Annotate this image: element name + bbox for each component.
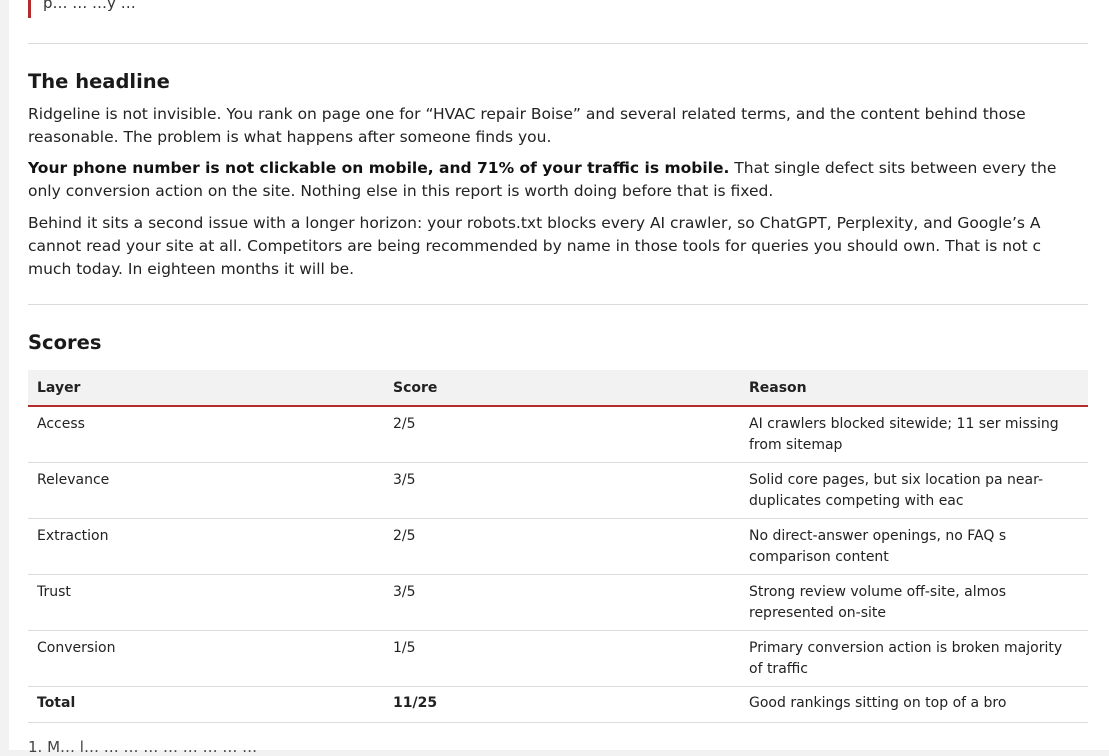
section-divider bbox=[28, 43, 1088, 44]
headline-paragraph-1: Ridgeline is not invisible. You rank on page one for “HVAC repair Boise” and several related terms, and the content behind those reasonable. The problem is what happens after someone finds you. bbox=[28, 105, 1026, 146]
headline-paragraph-2 bbox=[28, 157, 1088, 203]
layer-cell: Relevance bbox=[28, 462, 384, 518]
section-divider bbox=[28, 304, 1088, 305]
report-page bbox=[9, 0, 1109, 756]
total-label-cell: Total bbox=[28, 686, 384, 722]
layer-cell: Conversion bbox=[28, 630, 384, 686]
table-row bbox=[28, 406, 1088, 462]
table-row bbox=[28, 630, 1088, 686]
table-row bbox=[28, 518, 1088, 574]
scores-heading: Scores bbox=[28, 331, 102, 354]
headline-heading: The headline bbox=[28, 70, 170, 93]
column-header-reason: Reason bbox=[740, 370, 1088, 406]
reason-cell: Solid core pages, but six location pa near-duplicates competing with eac bbox=[740, 462, 1088, 518]
table-row bbox=[28, 462, 1088, 518]
layer-cell: Access bbox=[28, 406, 384, 462]
score-cell: 2/5 bbox=[384, 518, 740, 574]
score-cell: 3/5 bbox=[384, 462, 740, 518]
blockquote-text: p… … …y … bbox=[43, 0, 136, 12]
reason-cell: Primary conversion action is broken majority of traffic bbox=[740, 630, 1088, 686]
layer-cell: Extraction bbox=[28, 518, 384, 574]
layer-cell: Trust bbox=[28, 574, 384, 630]
reason-cell: AI crawlers blocked sitewide; 11 ser missing from sitemap bbox=[740, 406, 1088, 462]
key-finding-rest: That single defect sits between every the only conversion action on the site. Nothing else in this report is worth doing before that is fixed. bbox=[28, 159, 1057, 200]
column-header-score: Score bbox=[384, 370, 740, 406]
blockquote-bar bbox=[28, 0, 31, 18]
headline-paragraph-3: Behind it sits a second issue with a longer horizon: your robots.txt blocks every AI crawler, so ChatGPT, Perplexity, and Google’s A cannot read your site at all. Competitors are being recommended by name in those tools for queries you should own. That is not c much today. In eighteen months it will be. bbox=[28, 214, 1042, 278]
next-section-text: 1. M… l… … … … … … … … … bbox=[28, 738, 258, 756]
total-reason-cell: Good rankings sitting on top of a bro bbox=[740, 686, 1088, 722]
table-header-row bbox=[28, 370, 1088, 406]
table-row bbox=[28, 574, 1088, 630]
reason-cell: Strong review volume off-site, almos represented on-site bbox=[740, 574, 1088, 630]
score-cell: 3/5 bbox=[384, 574, 740, 630]
key-finding-bold: Your phone number is not clickable on mobile, and 71% of your traffic is mobile. bbox=[28, 159, 730, 177]
total-row bbox=[28, 686, 1088, 722]
reason-cell: No direct-answer openings, no FAQ s comparison content bbox=[740, 518, 1088, 574]
score-cell: 1/5 bbox=[384, 630, 740, 686]
column-header-layer: Layer bbox=[28, 370, 384, 406]
scores-table bbox=[28, 370, 1088, 723]
score-cell: 2/5 bbox=[384, 406, 740, 462]
total-score-cell: 11/25 bbox=[384, 686, 740, 722]
